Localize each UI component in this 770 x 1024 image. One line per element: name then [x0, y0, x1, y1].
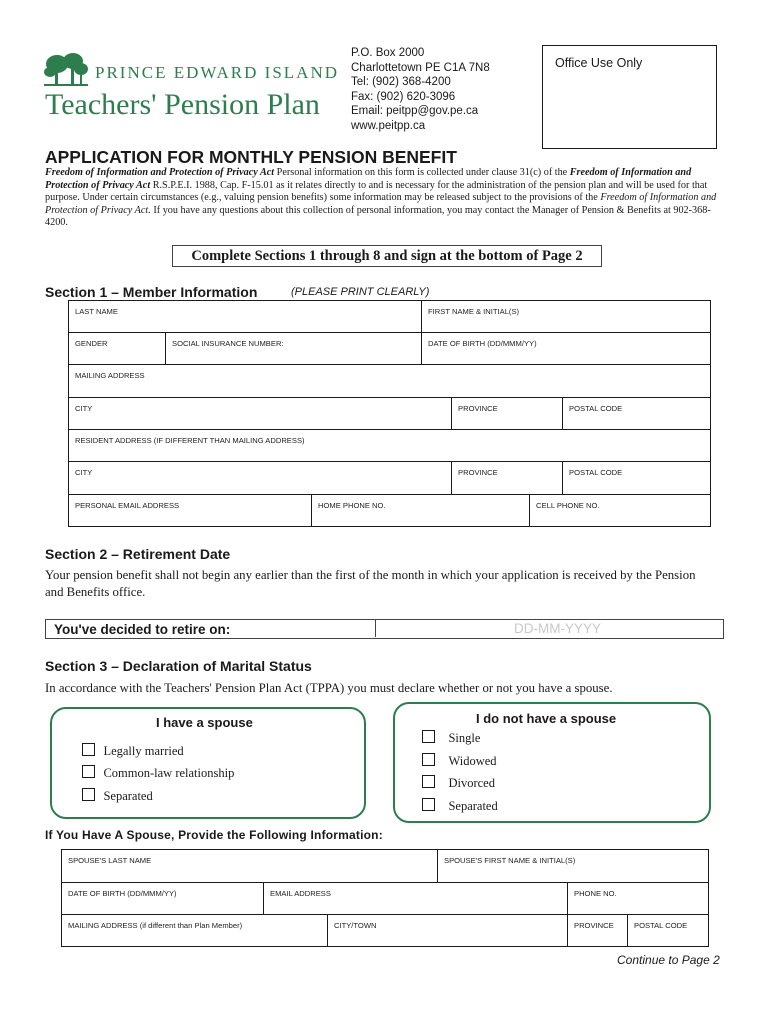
pei-wordmark: PRINCE EDWARD ISLAND — [95, 63, 339, 82]
spouse-info-table — [61, 849, 709, 947]
single-checkbox[interactable] — [422, 730, 435, 743]
retirement-date-input[interactable] — [375, 620, 725, 637]
instructions-banner: Complete Sections 1 through 8 and sign at the bottom of Page 2 — [172, 245, 602, 267]
continue-note: Continue to Page 2 — [617, 953, 720, 967]
fax-line: Fax: (902) 620-3096 — [351, 90, 456, 103]
option-separated-nospouse[interactable] — [422, 798, 498, 816]
option-common-law[interactable] — [82, 765, 235, 783]
spouse-phone-field[interactable]: PHONE NO. — [568, 883, 709, 915]
privacy-text: If you have any questions about this collection of personal information, you may contact the Manager of Pension & Benefits at 902-368-4200. — [45, 204, 711, 229]
option-label: Common-law relationship — [103, 766, 235, 780]
spouse-last-name-field[interactable]: SPOUSE'S LAST NAME — [62, 850, 438, 883]
section3-text: In accordance with the Teachers' Pension Plan Act (TPPA) you must declare whether or not you have a spouse. — [45, 681, 613, 695]
phone-line: Tel: (902) 368-4200 — [351, 76, 451, 89]
have-spouse-box — [50, 707, 366, 819]
page-title: APPLICATION FOR MONTHLY PENSION BENEFIT — [45, 147, 457, 167]
city-field[interactable]: CITY — [69, 398, 452, 430]
section2-text: Your pension benefit shall not begin any earlier than the first of the month in which your application is received by the Pension and Benefits office. — [45, 568, 696, 599]
spouse-first-name-field[interactable]: SPOUSE'S FIRST NAME & INITIAL(S) — [438, 850, 709, 883]
section2-heading: Section 2 – Retirement Date — [45, 546, 231, 562]
resident-province-field[interactable]: PROVINCE — [452, 462, 563, 495]
spouse-postal-code-field[interactable]: POSTAL CODE — [628, 915, 709, 947]
office-use-label: Office Use Only — [555, 56, 643, 70]
address-line: P.O. Box 2000 — [351, 47, 425, 59]
privacy-text: R.S.P.E.I. 1988, Cap. F-15.01 as it relates directly to and is necessary for the administration of the pension plan and will be used for that purpose. Under certain circumstances (e.g., valuing pension benefits) some information may be released subject to the provisions of the — [45, 179, 708, 204]
address-line: Charlottetown PE C1A 7N8 — [351, 61, 490, 74]
spouse-city-field[interactable]: CITY/TOWN — [328, 915, 568, 947]
mailing-address-field[interactable]: MAILING ADDRESS — [69, 365, 711, 398]
no-spouse-heading: I do not have a spouse — [476, 711, 617, 726]
contact-address — [351, 46, 490, 134]
last-name-field[interactable]: LAST NAME — [69, 301, 422, 333]
no-spouse-box — [393, 702, 711, 823]
option-legally-married[interactable] — [82, 743, 184, 761]
spouse-province-field[interactable]: PROVINCE — [568, 915, 628, 947]
section1-heading: Section 1 – Member Information — [45, 284, 258, 300]
privacy-act-name: Freedom of Information and Protection of Privacy Act — [45, 167, 275, 178]
member-info-table — [68, 300, 711, 527]
option-widowed[interactable] — [422, 753, 497, 771]
province-field[interactable]: PROVINCE — [452, 398, 563, 430]
have-spouse-heading: I have a spouse — [156, 715, 253, 730]
privacy-act-name: Freedom of Information and Protection of Privacy Act — [45, 167, 692, 191]
spouse-info-heading: If You Have A Spouse, Provide the Following Information: — [45, 828, 383, 842]
office-use-box — [542, 45, 717, 149]
option-single[interactable] — [422, 730, 481, 748]
spouse-email-field[interactable]: EMAIL ADDRESS — [264, 883, 568, 915]
pei-tree-logo — [43, 52, 89, 90]
retirement-date-label: You've decided to retire on: — [54, 622, 231, 637]
option-label: Separated — [103, 789, 153, 803]
retirement-date-row — [45, 619, 724, 639]
divorced-checkbox[interactable] — [422, 775, 435, 788]
privacy-act-name: Freedom of Information and Protection of Privacy Act. — [45, 192, 717, 216]
resident-city-field[interactable]: CITY — [69, 462, 452, 495]
option-label: Widowed — [448, 754, 497, 768]
home-phone-field[interactable]: HOME PHONE NO. — [312, 495, 530, 527]
first-name-field[interactable]: FIRST NAME & INITIAL(S) — [422, 301, 711, 333]
option-divorced[interactable] — [422, 775, 495, 793]
postal-code-field[interactable]: POSTAL CODE — [563, 398, 711, 430]
privacy-notice — [45, 167, 725, 230]
separated-nospouse-checkbox[interactable] — [422, 798, 435, 811]
option-label: Separated — [448, 799, 498, 813]
spouse-mailing-address-field[interactable]: MAILING ADDRESS (if different than Plan Member) — [62, 915, 328, 947]
widowed-checkbox[interactable] — [422, 753, 435, 766]
cell-phone-field[interactable]: CELL PHONE NO. — [530, 495, 711, 527]
print-clearly-note: (PLEASE PRINT CLEARLY) — [291, 286, 430, 298]
retirement-date-placeholder: DD-MM-YYYY — [514, 621, 601, 636]
spouse-dob-field[interactable]: DATE OF BIRTH (DD/MMM/YY) — [62, 883, 264, 915]
option-label: Divorced — [448, 776, 495, 790]
email-line: Email: peitpp@gov.pe.ca — [351, 105, 479, 118]
plan-name: Teachers' Pension Plan — [45, 88, 320, 121]
legally-married-checkbox[interactable] — [82, 743, 95, 756]
sin-field[interactable]: SOCIAL INSURANCE NUMBER: — [166, 333, 422, 365]
section3-heading: Section 3 – Declaration of Marital Status — [45, 658, 312, 674]
option-label: Single — [448, 731, 481, 745]
website-line: www.peitpp.ca — [351, 119, 426, 132]
dob-field[interactable]: DATE OF BIRTH (DD/MMM/YY) — [422, 333, 711, 365]
privacy-text: Personal information on this form is collected under clause 31(c) of the — [274, 167, 570, 178]
gender-field[interactable]: GENDER — [69, 333, 166, 365]
resident-address-field[interactable]: RESIDENT ADDRESS (IF DIFFERENT THAN MAILING ADDRESS) — [69, 430, 711, 462]
common-law-checkbox[interactable] — [82, 765, 95, 778]
option-separated[interactable] — [82, 788, 153, 806]
separated-checkbox[interactable] — [82, 788, 95, 801]
personal-email-field[interactable]: PERSONAL EMAIL ADDRESS — [69, 495, 312, 527]
resident-postal-code-field[interactable]: POSTAL CODE — [563, 462, 711, 495]
option-label: Legally married — [103, 744, 184, 758]
